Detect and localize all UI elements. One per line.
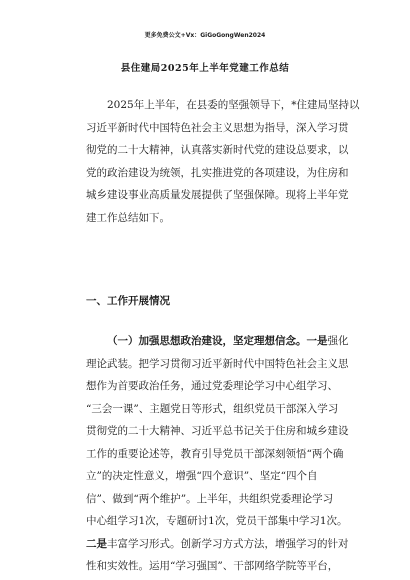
intro-line: 彻党的二十大精神，认真落实新时代党的建设总要求，以 <box>86 144 349 156</box>
body-line: 中心组学习1次，专题研讨1次，党员干部集中学习1次。 <box>86 515 348 527</box>
body-line: “三会一课”、主题党日等形式，组织党员干部深入学习 <box>86 402 339 415</box>
intro-paragraph <box>86 94 360 229</box>
lead-bold: 一是 <box>306 335 328 347</box>
intro-line: 党的政治建设为统领，扎实推进党的各项建设，为住房和 <box>86 166 349 179</box>
intro-line: 2025年上半年，在县委的坚强领导下，*住建局坚持以 <box>107 99 360 111</box>
subsection-first-line <box>86 330 351 353</box>
body-line: 贯彻党的二十大精神、习近平总书记关于住房和城乡建设 <box>86 425 349 437</box>
body-line: 立”的决定性意义，增强“四个意识”、坚定“四个自 <box>86 470 318 482</box>
body-line: 想作为首要政治任务，通过党委理论学习中心组学习、 <box>86 380 338 392</box>
second-bold: 二是 <box>86 537 107 550</box>
second-rest: 丰富学习形式。创新学习方式方法，增强学习的针对 <box>107 537 349 550</box>
intro-line: 习近平新时代中国特色社会主义思想为指导，深入学习贯 <box>86 121 349 134</box>
intro-line: 城乡建设事业高质量发展提供了坚强保障。现将上半年党 <box>86 189 349 201</box>
first-line-rest: 强化 <box>327 335 349 347</box>
section-heading: 一、工作开展情况 <box>86 295 170 307</box>
body-line: 性和实效性。运用“学习强国”、干部网络学院等平台， <box>86 560 339 572</box>
body-line: 工作的重要论述等，教育引导党员干部深刻领悟“两个确 <box>86 447 344 460</box>
intro-line: 建工作总结如下。 <box>86 211 170 224</box>
subsection-paragraph <box>86 330 351 578</box>
document-title: 县住建局2025年上半年党建工作总结 <box>120 63 290 74</box>
body-line: 信”、做到“两个维护”。上半年，共组织党委理论学习 <box>86 492 334 505</box>
body-line: 理论武装。把学习贯彻习近平新时代中国特色社会主义思 <box>86 357 349 370</box>
subsection-heading: （一）加强思想政治建设，坚定理想信念。 <box>107 335 307 347</box>
header-note: 更多免费公文+Vx：GiGoGongWen2024 <box>144 32 266 39</box>
second-point-line <box>86 533 351 556</box>
